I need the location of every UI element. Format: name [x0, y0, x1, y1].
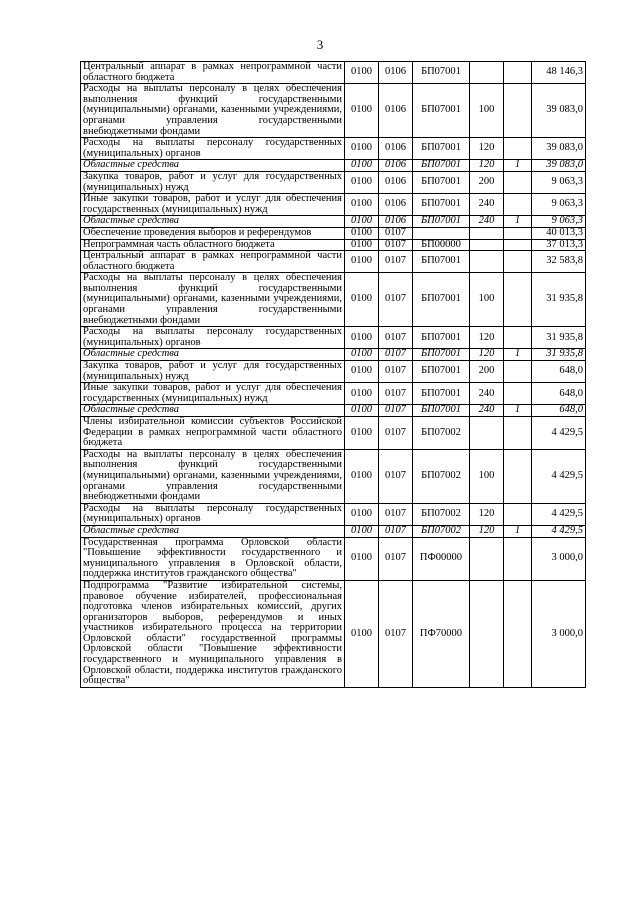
budget-table	[80, 61, 586, 688]
row-name: Обеспечение проведения выборов и референдумов	[81, 227, 345, 239]
row-subsection-code: 0107	[379, 537, 413, 580]
row-amount: 9 063,3	[532, 216, 586, 228]
row-section-code: 0100	[345, 62, 379, 84]
row-amount: 31 935,8	[532, 327, 586, 349]
row-target-code: БП07001	[413, 216, 470, 228]
row-amount: 48 146,3	[532, 62, 586, 84]
row-subsection-code: 0107	[379, 417, 413, 450]
row-expense-type	[470, 62, 504, 84]
row-name: Областные средства	[81, 405, 345, 417]
row-expense-type	[470, 239, 504, 251]
row-expense-type: 120	[470, 503, 504, 525]
row-name: Областные средства	[81, 525, 345, 537]
row-subsection-code: 0106	[379, 171, 413, 193]
row-section-code: 0100	[345, 580, 379, 687]
row-target-code: БП07001	[413, 160, 470, 172]
row-name: Государственная программа Орловской области "Повышение эффективности государственного и муниципального управления в Орловской области, поддержка институтов гражданского общества"	[81, 537, 345, 580]
row-amount: 4 429,5	[532, 503, 586, 525]
row-amount: 9 063,3	[532, 194, 586, 216]
row-name: Иные закупки товаров, работ и услуг для обеспечения государственных (муниципальных) нужд	[81, 194, 345, 216]
row-target-code: БП07001	[413, 273, 470, 327]
row-expense-type: 240	[470, 383, 504, 405]
row-section-code: 0100	[345, 503, 379, 525]
row-funding-source	[504, 239, 532, 251]
row-expense-type: 120	[470, 138, 504, 160]
row-target-code: БП07001	[413, 327, 470, 349]
row-funding-source	[504, 194, 532, 216]
row-name: Члены избирательной комиссии субъектов Российской Федерации в рамках непрограммной части областного бюджета	[81, 417, 345, 450]
row-expense-type: 240	[470, 194, 504, 216]
row-expense-type: 200	[470, 171, 504, 193]
row-amount: 3 000,0	[532, 537, 586, 580]
row-funding-source: 1	[504, 525, 532, 537]
row-target-code	[413, 227, 470, 239]
row-expense-type: 120	[470, 327, 504, 349]
row-section-code: 0100	[345, 227, 379, 239]
row-expense-type	[470, 580, 504, 687]
row-section-code: 0100	[345, 239, 379, 251]
table-row	[81, 537, 586, 580]
table-row	[81, 227, 586, 239]
row-name: Областные средства	[81, 216, 345, 228]
row-subsection-code: 0107	[379, 503, 413, 525]
row-expense-type: 200	[470, 361, 504, 383]
row-section-code: 0100	[345, 537, 379, 580]
table-row	[81, 383, 586, 405]
row-name: Областные средства	[81, 349, 345, 361]
row-name: Центральный аппарат в рамках непрограммной части областного бюджета	[81, 251, 345, 273]
table-row	[81, 349, 586, 361]
table-row	[81, 503, 586, 525]
row-section-code: 0100	[345, 251, 379, 273]
row-expense-type	[470, 417, 504, 450]
row-funding-source	[504, 251, 532, 273]
row-amount: 4 429,5	[532, 525, 586, 537]
table-row	[81, 194, 586, 216]
row-target-code: БП00000	[413, 239, 470, 251]
row-target-code: БП07001	[413, 194, 470, 216]
row-target-code: БП07001	[413, 138, 470, 160]
table-row	[81, 84, 586, 138]
row-subsection-code: 0106	[379, 216, 413, 228]
row-expense-type: 120	[470, 160, 504, 172]
row-name: Расходы на выплаты персоналу государственных (муниципальных) органов	[81, 138, 345, 160]
table-row	[81, 160, 586, 172]
row-target-code: БП07001	[413, 405, 470, 417]
row-section-code: 0100	[345, 383, 379, 405]
row-funding-source	[504, 449, 532, 503]
row-name: Расходы на выплаты персоналу в целях обеспечения выполнения функций государственными (муниципальными) органами, казенными учреждениями, органами управления государственными внебюджетными фондами	[81, 273, 345, 327]
row-funding-source	[504, 361, 532, 383]
row-subsection-code: 0107	[379, 349, 413, 361]
row-expense-type: 100	[470, 449, 504, 503]
row-target-code: БП07001	[413, 171, 470, 193]
table-row	[81, 417, 586, 450]
row-expense-type: 120	[470, 525, 504, 537]
table-row	[81, 138, 586, 160]
row-funding-source: 1	[504, 349, 532, 361]
row-amount: 3 000,0	[532, 580, 586, 687]
row-funding-source: 1	[504, 216, 532, 228]
row-target-code: БП07001	[413, 383, 470, 405]
row-section-code: 0100	[345, 417, 379, 450]
row-expense-type	[470, 227, 504, 239]
row-section-code: 0100	[345, 84, 379, 138]
row-section-code: 0100	[345, 449, 379, 503]
table-row	[81, 251, 586, 273]
row-funding-source	[504, 84, 532, 138]
row-amount: 9 063,3	[532, 171, 586, 193]
row-section-code: 0100	[345, 273, 379, 327]
row-target-code: БП07001	[413, 84, 470, 138]
row-funding-source	[504, 138, 532, 160]
row-section-code: 0100	[345, 349, 379, 361]
row-name: Непрограммная часть областного бюджета	[81, 239, 345, 251]
row-name: Расходы на выплаты персоналу государственных (муниципальных) органов	[81, 327, 345, 349]
row-target-code: БП07002	[413, 449, 470, 503]
row-subsection-code: 0107	[379, 449, 413, 503]
row-section-code: 0100	[345, 361, 379, 383]
row-funding-source: 1	[504, 405, 532, 417]
row-amount: 648,0	[532, 361, 586, 383]
table-row	[81, 327, 586, 349]
row-expense-type	[470, 537, 504, 580]
row-amount: 31 935,8	[532, 349, 586, 361]
row-target-code: БП07001	[413, 361, 470, 383]
row-funding-source	[504, 227, 532, 239]
row-funding-source	[504, 171, 532, 193]
table-row	[81, 62, 586, 84]
row-target-code: ПФ00000	[413, 537, 470, 580]
row-target-code: ПФ70000	[413, 580, 470, 687]
row-subsection-code: 0106	[379, 194, 413, 216]
row-section-code: 0100	[345, 525, 379, 537]
row-amount: 31 935,8	[532, 273, 586, 327]
table-row	[81, 361, 586, 383]
row-expense-type: 100	[470, 273, 504, 327]
row-subsection-code: 0107	[379, 227, 413, 239]
row-expense-type	[470, 251, 504, 273]
page-number: 3	[316, 37, 324, 52]
row-subsection-code: 0107	[379, 251, 413, 273]
row-subsection-code: 0107	[379, 273, 413, 327]
row-name: Закупка товаров, работ и услуг для государственных (муниципальных) нужд	[81, 171, 345, 193]
row-name: Центральный аппарат в рамках непрограммной части областного бюджета	[81, 62, 345, 84]
row-subsection-code: 0107	[379, 525, 413, 537]
row-target-code: БП07001	[413, 349, 470, 361]
row-amount: 4 429,5	[532, 449, 586, 503]
row-subsection-code: 0107	[379, 580, 413, 687]
table-row	[81, 525, 586, 537]
row-funding-source	[504, 383, 532, 405]
row-name: Расходы на выплаты персоналу в целях обеспечения выполнения функций государственными (муниципальными) органами, казенными учреждениями, органами управления государственными внебюджетными фондами	[81, 84, 345, 138]
row-target-code: БП07001	[413, 62, 470, 84]
table-row	[81, 216, 586, 228]
row-amount: 648,0	[532, 405, 586, 417]
row-section-code: 0100	[345, 138, 379, 160]
row-subsection-code: 0107	[379, 405, 413, 417]
row-section-code: 0100	[345, 405, 379, 417]
row-funding-source	[504, 327, 532, 349]
row-amount: 32 583,8	[532, 251, 586, 273]
row-subsection-code: 0106	[379, 160, 413, 172]
table-row	[81, 239, 586, 251]
table-row	[81, 405, 586, 417]
row-target-code: БП07002	[413, 503, 470, 525]
row-subsection-code: 0106	[379, 84, 413, 138]
row-target-code: БП07002	[413, 417, 470, 450]
table-row	[81, 273, 586, 327]
row-section-code: 0100	[345, 160, 379, 172]
row-funding-source	[504, 417, 532, 450]
row-amount: 4 429,5	[532, 417, 586, 450]
row-amount: 648,0	[532, 383, 586, 405]
row-amount: 37 013,3	[532, 239, 586, 251]
row-subsection-code: 0106	[379, 138, 413, 160]
row-section-code: 0100	[345, 327, 379, 349]
row-funding-source	[504, 273, 532, 327]
row-section-code: 0100	[345, 216, 379, 228]
row-funding-source	[504, 580, 532, 687]
row-amount: 39 083,0	[532, 160, 586, 172]
row-amount: 39 083,0	[532, 84, 586, 138]
budget-table-body	[81, 62, 586, 688]
row-expense-type: 100	[470, 84, 504, 138]
row-expense-type: 240	[470, 405, 504, 417]
table-row	[81, 171, 586, 193]
row-name: Закупка товаров, работ и услуг для государственных (муниципальных) нужд	[81, 361, 345, 383]
row-expense-type: 240	[470, 216, 504, 228]
row-subsection-code: 0107	[379, 383, 413, 405]
row-subsection-code: 0107	[379, 361, 413, 383]
row-funding-source	[504, 62, 532, 84]
row-funding-source	[504, 503, 532, 525]
row-subsection-code: 0107	[379, 327, 413, 349]
table-row	[81, 449, 586, 503]
row-target-code: БП07002	[413, 525, 470, 537]
row-subsection-code: 0106	[379, 62, 413, 84]
row-name: Областные средства	[81, 160, 345, 172]
row-funding-source	[504, 537, 532, 580]
row-section-code: 0100	[345, 194, 379, 216]
row-name: Расходы на выплаты персоналу в целях обеспечения выполнения функций государственными (муниципальными) органами, казенными учреждениями, органами управления государственными внебюджетными фондами	[81, 449, 345, 503]
row-name: Подпрограмма "Развитие избирательной системы, правовое обучение избирателей, профессиональная подготовка членов избирательных комиссий, других организаторов выборов, референдумов и иных участников избирательного процесса на территории Орловской области" государственной программы Орловской области "Повышение эффективности государственного и муниципального управления в Орловской области, поддержка институтов гражданского общества"	[81, 580, 345, 687]
row-name: Иные закупки товаров, работ и услуг для обеспечения государственных (муниципальных) нужд	[81, 383, 345, 405]
row-amount: 39 083,0	[532, 138, 586, 160]
row-funding-source: 1	[504, 160, 532, 172]
row-name: Расходы на выплаты персоналу государственных (муниципальных) органов	[81, 503, 345, 525]
row-expense-type: 120	[470, 349, 504, 361]
row-target-code: БП07001	[413, 251, 470, 273]
row-section-code: 0100	[345, 171, 379, 193]
row-subsection-code: 0107	[379, 239, 413, 251]
row-amount: 40 013,3	[532, 227, 586, 239]
table-row	[81, 580, 586, 687]
